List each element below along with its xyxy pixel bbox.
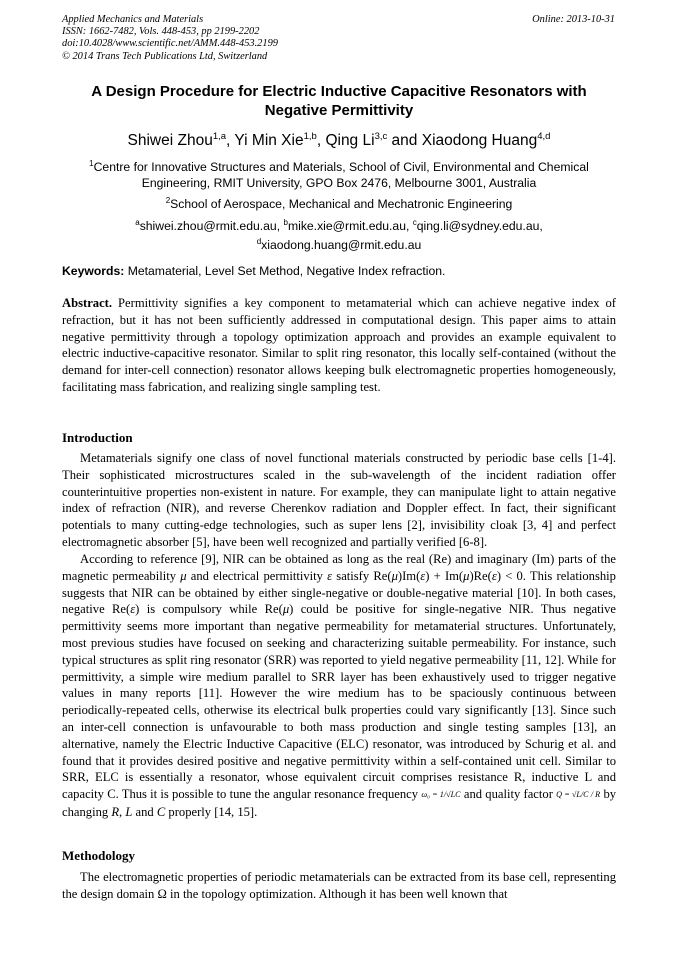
text-run: and quality factor xyxy=(463,787,553,802)
author-superscript: 3,c xyxy=(374,131,388,142)
author-list: Shiwei Zhou$^{1,a}$, Yi Min Xie$^{1,b}$, Qing Li$^{3,c}$ and Xiaodong Huang$^{4,d}$ xyxy=(127,131,551,150)
affiliation-text: Centre for Innovative Structures and Materials, School of Civil, Environmental and Chemical Engineering, RMIT University, GPO Box 2476, Melbourne 3001, Australia xyxy=(93,160,589,191)
author-name: Shiwei Zhou xyxy=(127,132,213,150)
mu-symbol: μ xyxy=(282,602,290,617)
paper-title: A Design Procedure for Electric Inductive Capacitive Resonators with Negative Permittivity xyxy=(91,83,587,119)
affiliation-superscript: 1 xyxy=(89,159,94,168)
section-heading-introduction: Introduction xyxy=(62,430,133,445)
abstract xyxy=(62,295,616,396)
author-superscript: 1,b xyxy=(303,131,317,142)
email-superscript: c xyxy=(412,218,417,227)
text-run: and electrical permittivity xyxy=(190,568,323,583)
abstract-label: Abstract. xyxy=(62,296,113,310)
author-name: Xiaodong Huang xyxy=(421,132,538,150)
journal-header xyxy=(62,14,278,63)
issn-line: ISSN: 1662-7482, Vols. 448-453, pp 2199-2202 xyxy=(62,26,260,38)
capacitance-symbol: C xyxy=(156,804,166,819)
text-run: According to reference [9], NIR can be obtained as long as the real (Re) and imaginary (Im) parts of the magnetic permeability xyxy=(62,552,616,583)
introduction-paragraph xyxy=(62,551,616,821)
text-run: )Im( xyxy=(397,568,421,583)
abstract-text: Permittivity signifies a key component to metamaterial which can achieve negative index of refraction, but it has not been sufficiently addressed in computational design. This paper aims to attain negative permittivity through a topology optimization approach and provides an example equivalent to electric inductive-capacitive resonator. Similar to split ring resonator, this locally self-contained (without the demand for inter-cell connection) resonator allows keeping bulk electromagnetic properties homogeneously, facilitating mass fabrication, and realizing single sampling test. xyxy=(62,296,617,394)
keywords-label: Keywords: xyxy=(62,264,125,278)
text-run: by changing xyxy=(62,787,617,819)
introduction-paragraph: Metamaterials signify one class of novel functional materials constructed by periodic base cells [1-4]. Their sophisticated microstructures scaled in the sub-wavelength of the incident radiation offer counterintuitive properties non-existent in nature. For example, they can manipulate light to attain negative index of refraction (NIR), and reverse Cherenkov radiation and Doppler effect. In fact, their significant potentials to many cutting-edge technologies, such as super lens [2], invisibility cloak [3, 4] and perfect electromagnetic absorber [5], have been well recognized and partially verified [6-8]. xyxy=(62,451,616,549)
text-run: )Re( xyxy=(469,568,492,583)
affiliation xyxy=(62,156,616,191)
quality-factor-formula: Q = √L/C / R xyxy=(556,790,601,800)
journal-name: Applied Mechanics and Materials xyxy=(62,14,204,25)
text-run: ) is compulsory while Re( xyxy=(135,602,283,617)
email-link[interactable]: xiaodong.huang@rmit.edu.au xyxy=(261,238,422,253)
text-run: ) + Im( xyxy=(425,568,464,583)
author-name: Yi Min Xie xyxy=(234,132,304,150)
mu-symbol: μ xyxy=(391,568,398,583)
email-superscript: a xyxy=(135,218,140,227)
mu-symbol: μ xyxy=(463,568,470,583)
copyright-line: © 2014 Trans Tech Publications Ltd, Switzerland xyxy=(62,50,268,62)
resistance-symbol: R xyxy=(111,804,120,819)
affiliation-text: School of Aerospace, Mechanical and Mechatronic Engineering xyxy=(170,197,513,212)
author-name: Qing Li xyxy=(325,132,375,150)
keywords-text: Metamaterial, Level Set Method, Negative Index refraction. xyxy=(127,264,446,278)
resonance-frequency-formula: ω₀ = 1/√LC xyxy=(421,790,461,800)
mu-symbol: μ xyxy=(180,568,187,583)
online-date: Online: 2013-10-31 xyxy=(532,14,615,25)
email-link[interactable]: qing.li@sydney.edu.au xyxy=(416,219,540,234)
methodology-paragraph: The electromagnetic properties of periodic metamaterials can be extracted from its base cell, representing the design domain Ω in the topology optimization. Although it has been well known that xyxy=(62,870,616,901)
email-link[interactable]: mike.xie@rmit.edu.au xyxy=(287,219,406,234)
text-run: ) could be positive for single-negative NIR. Thus negative permittivity seems more important than negative permeability for metamaterial structures. Unfortunately, most previous studies have focused on seeking and characterizing suitable permeability. For instance, such typical structures as split ring resonator (SRR) was reported to yield negative permeability [11, 12]. While for permittivity, a simple wire medium parallel to SRR layer has been exhaustively used to trigger negative values in many reports [11]. However the wire medium has to be spaciously continuous between periodically-repeated cells, otherwise its electrical bulk properties could vary significantly [13]. Since such an inter-cell connection is unfavourable to both mass production and single testing samples [13], an alternative, namely the Electric Inductive Capacitive (ELC) resonator, was introduced by Schurig et al. and found that it provides desired positive and negative permittivity within a self-contained unit cell. Similar to SRR, ELC is essentially a resonator, whose equivalent circuit comprises resistance R, inductive L and capacity C. Thus it is possible to tune the angular resonance frequency xyxy=(62,602,616,802)
text-run: properly [14, 15]. xyxy=(168,804,258,819)
author-superscript: 4,d xyxy=(537,131,551,142)
keywords xyxy=(62,264,616,279)
email-superscript: b xyxy=(283,218,288,227)
epsilon-symbol: ε xyxy=(491,568,497,583)
affiliation-superscript: 2 xyxy=(165,196,171,205)
text-run: ) < 0. This relationship suggests that NIR can be obtained by either single-negative or double-negative material [10]. In both cases, negative Re( xyxy=(62,568,616,617)
email-list: $^a$shiwei.zhou@rmit.edu.au, $^b$mike.xie@rmit.edu.au, $^c$qing.li@sydney.edu.au, $^d$xiaodong.huang@rmit.edu.au xyxy=(135,218,543,253)
epsilon-symbol: ε xyxy=(327,568,333,583)
email-link[interactable]: shiwei.zhou@rmit.edu.au xyxy=(139,219,277,234)
author-superscript: 1,a xyxy=(212,131,227,142)
text-run: satisfy Re( xyxy=(336,568,392,583)
section-heading-methodology: Methodology xyxy=(62,848,135,863)
epsilon-symbol: ε xyxy=(130,602,136,617)
inductance-symbol: L xyxy=(125,804,133,819)
doi-line[interactable]: doi:10.4028/www.scientific.net/AMM.448-453.2199 xyxy=(62,38,278,50)
affiliation xyxy=(62,193,616,212)
email-superscript: d xyxy=(256,237,262,247)
text-run: and xyxy=(135,804,154,819)
epsilon-symbol: ε xyxy=(420,568,426,583)
text-run: , xyxy=(119,804,123,819)
